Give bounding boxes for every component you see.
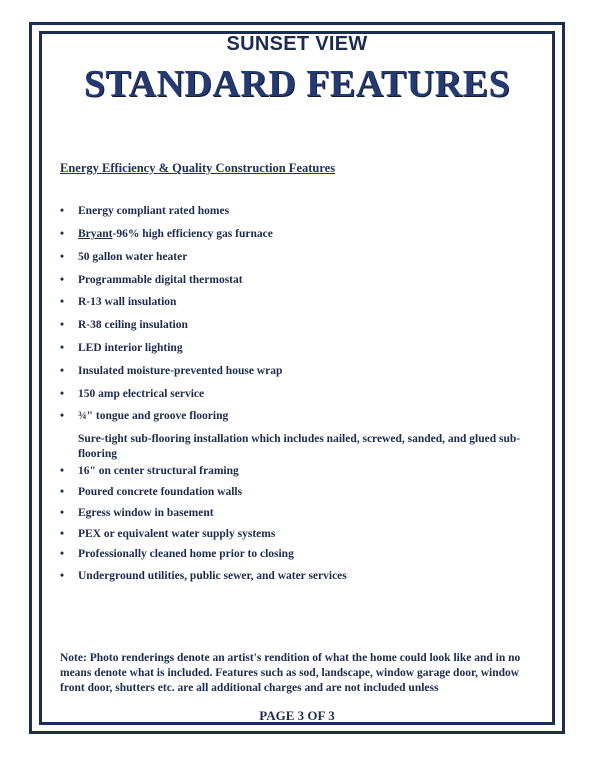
- bullet: •: [60, 486, 65, 498]
- bullet: •: [60, 570, 65, 582]
- bullet: •: [60, 228, 65, 240]
- feature-text: Underground utilities, public sewer, and water services: [78, 570, 347, 582]
- furnace-brand: Bryant: [78, 228, 113, 240]
- bullet: •: [60, 251, 65, 263]
- furnace-description: -96% high efficiency gas furnace: [112, 228, 273, 240]
- feature-text: Programmable digital thermostat: [78, 274, 243, 286]
- flooring-subnote: Sure-tight sub-flooring installation which includes nailed, screwed, sanded, and glued sub-flooring: [78, 433, 521, 460]
- feature-text: R-38 ceiling insulation: [78, 319, 188, 331]
- bullet: •: [60, 205, 65, 217]
- page-number: PAGE 3 OF 3: [259, 708, 335, 723]
- feature-text: Insulated moisture-prevented house wrap: [78, 365, 283, 377]
- bullet: •: [60, 274, 65, 286]
- bullet: •: [60, 548, 65, 560]
- bullet: •: [60, 342, 65, 354]
- feature-text: PEX or equivalent water supply systems: [78, 528, 276, 540]
- community-name: SUNSET VIEW: [226, 33, 368, 55]
- feature-text: R-13 wall insulation: [78, 296, 177, 308]
- bullet: •: [60, 465, 65, 477]
- bullet: •: [60, 507, 65, 519]
- feature-text: Professionally cleaned home prior to closing: [78, 548, 294, 560]
- bullet: •: [60, 388, 65, 400]
- disclaimer-note: Note: Photo renderings denote an artist's rendition of what the home could look like and in no means denote what is included. Features such as sod, landscape, window garage door, window front door, shutters etc. are all additional charges and are not included unless: [60, 652, 521, 694]
- feature-text: 16" on center structural framing: [78, 465, 239, 477]
- bullet: •: [60, 365, 65, 377]
- feature-text: [78, 227, 538, 242]
- feature-text: LED interior lighting: [78, 342, 183, 354]
- feature-text: Poured concrete foundation walls: [78, 486, 243, 498]
- bullet: •: [60, 296, 65, 308]
- section-heading: Energy Efficiency & Quality Construction Features: [60, 161, 336, 175]
- bullet: •: [60, 528, 65, 540]
- feature-text: 50 gallon water heater: [78, 251, 188, 263]
- bullet: •: [60, 319, 65, 331]
- feature-text: Egress window in basement: [78, 507, 214, 519]
- bullet: •: [60, 410, 65, 422]
- feature-text: Energy compliant rated homes: [78, 205, 230, 217]
- feature-text: ¾" tongue and groove flooring: [78, 410, 229, 422]
- page-title: STANDARD FEATURES: [83, 63, 511, 105]
- feature-text: 150 amp electrical service: [78, 388, 205, 400]
